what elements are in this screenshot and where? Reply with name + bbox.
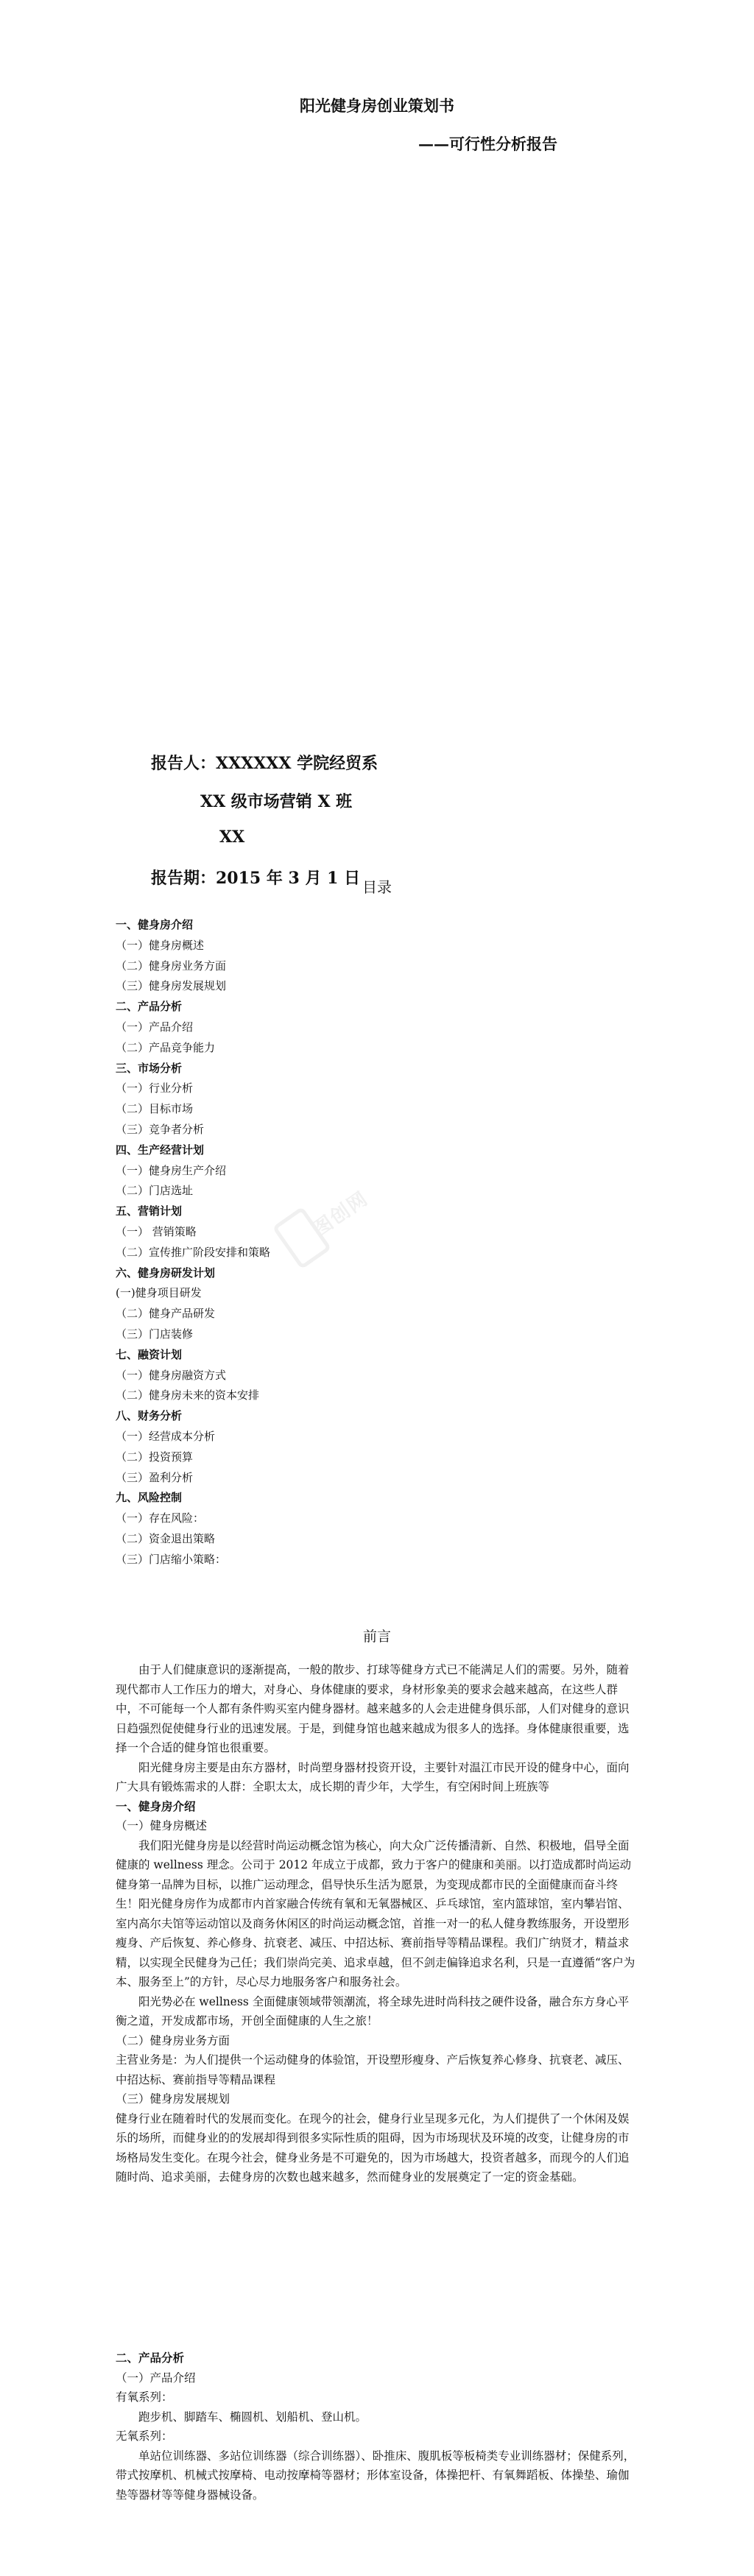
toc-item: （二）投资预算 [116,1450,194,1464]
subheading-business: （二）健身房业务方面 [116,2033,230,2047]
aerobic-label: 有氧系列： [116,2390,173,2404]
toc-item: （三）门店装修 [116,1327,194,1341]
preface-paragraph-2: 阳光健身房主要是由东方器材，时尚塑身器材投资开设，主要针对温江市民开设的健身中心，面向广大具有锻炼需求的人群：全职太太，成长期的青少年，大学生，有空闲时间上班族等 [116,1760,630,1793]
toc-section-heading: 四、生产经营计划 [116,1143,205,1157]
preface-paragraph-1: 由于人们健康意识的逐渐提高，一般的散步、打球等健身方式已不能满足人们的需要。另外，随着现代都市人工作压力的增大，对身心、身体健康的要求，身材形象美的要求会越来越高，在这些人群中，不可能每一个人都有条件购买室内健身器材。越来越多的人会走进健身俱乐部，人们对健身的意识日趋强烈促使健身行业的迅速发展。于是，到健身馆也越来越成为很多人的选择。身体健康很重要，选择一个合适的健身馆也很重要。 [116,1663,630,1754]
section-heading-intro: 一、健身房介绍 [116,1799,196,1813]
product-section [116,2349,640,2505]
toc-item: （三）门店缩小策略： [116,1552,227,1566]
toc-item: （一）健身房概述 [116,938,205,952]
toc-item: （二）健身房业务方面 [116,959,227,973]
toc-item: （一） 营销策略 [116,1224,197,1238]
wellness-paragraph: 阳光势必在 wellness 全面健康领域带领潮流，将全球先进时尚科技之硬件设备，融合东方身心平衡之道，开发成都市场，开创全面健康的人生之旅！ [116,1994,630,2028]
toc-section-heading: 六、健身房研发计划 [116,1266,216,1280]
class-line: XX 级市场营销 X 班 [200,792,353,811]
preface-title: 前言 [362,1628,391,1645]
toc-item: （二）产品竞争能力 [116,1040,216,1054]
toc-item: （三）健身房发展规划 [116,979,227,993]
toc-item: （三）盈利分析 [116,1470,194,1484]
toc-item: （一）产品介绍 [116,1020,194,1034]
toc-item: （二）资金退出策略 [116,1531,216,1545]
anaerobic-items: 单站位训练器、多站位训练器（综合训练器）、卧推床、腹肌板等板椅类专业训练器材；保健系列，带式按摩机、机械式按摩椅、电动按摩椅等器材；形体室设备，体操把杆、有氧舞蹈板、体操垫、瑜伽垫等器材等等健身器械设备。 [116,2449,635,2502]
toc-section-heading: 三、市场分析 [116,1061,183,1075]
name-line: XX [219,828,245,847]
toc-section-heading: 七、融资计划 [116,1347,183,1361]
reporter-line: 报告人：XXXXXX 学院经贸系 [151,754,378,773]
report-date-line: 报告期：2015 年 3 月 1 日 [151,869,361,888]
subheading-product-intro: （一）产品介绍 [116,2371,196,2385]
toc-item: (一)健身项目研发 [116,1286,202,1300]
toc-item: （一）经营成本分析 [116,1429,216,1443]
toc-item: （三）竞争者分析 [116,1122,205,1136]
toc-section-heading: 一、健身房介绍 [116,918,194,931]
toc-item: （一）健身房生产介绍 [116,1163,227,1177]
toc-section-heading: 九、风险控制 [116,1491,183,1505]
business-paragraph: 主营业务是：为人们提供一个运动健身的体验馆，开设塑形瘦身、产后恢复养心修身、抗衰老、减压、中招达标、赛前指导等精品课程 [116,2053,630,2086]
anaerobic-label: 无氧系列： [116,2429,173,2443]
section-heading-product: 二、产品分析 [116,2351,185,2365]
toc-section-heading: 二、产品分析 [116,1000,183,1014]
toc-section-heading: 五、营销计划 [116,1204,183,1218]
toc-title: 目录 [362,878,392,896]
watermark-text: 图创网 [309,1187,373,1241]
toc-item: （二）目标市场 [116,1102,194,1116]
subheading-plan: （三）健身房发展规划 [116,2092,230,2106]
toc-item: （二）宣传推广阶段安排和策略 [116,1245,271,1259]
document-subtitle: ——可行性分析报告 [418,135,557,153]
toc-item: （一）存在风险： [116,1511,205,1525]
toc-item: （二）健身产品研发 [116,1307,216,1321]
subheading-overview: （一）健身房概述 [116,1819,208,1832]
document-title: 阳光健身房创业策划书 [300,96,454,115]
preface-body [116,1660,640,2187]
toc-item: （一）健身房融资方式 [116,1368,227,1382]
toc-section-heading: 八、财务分析 [116,1409,183,1423]
toc-item: （一）行业分析 [116,1081,194,1095]
plan-paragraph: 健身行业在随着时代的发展而变化。在现今的社会，健身行业呈现多元化，为人们提供了一个休闲及娱乐的场所，而健身业的的发展却得到很多实际性质的阻碍，因为市场现状及环境的改变，让健身房的市场格局发生变化。在現今社会，健身业务是不可避免的，因为市场越大，投资者越多，而现今的人们追随时尚、追求美丽，去健身房的次数也越来越多，然而健身业的发展奠定了一定的资金基础。 [116,2111,630,2184]
toc-item: （二）健身房未来的资本安排 [116,1388,260,1402]
aerobic-items: 跑步机、脚踏车、椭圆机、划船机、登山机。 [138,2410,367,2424]
overview-paragraph: 我们阳光健身房是以经营时尚运动概念馆为核心，向大众广泛传播清新、自然、积极地，倡导全面健康的 wellness 理念。公司于 2012 年成立于成都，致力于客户的健康和美丽。以打造成都时尚运动健身第一品牌为目标，以推广运动理念，倡导快乐生活为愿景，为变现成都市民的全面健康而奋斗终生！阳光健身房作为成都市内首家融合传统有氧和无氧器械区、乒乓球馆，室内篮球馆，室内攀岩馆、室内高尔夫馆等运动馆以及商务休闲区的时尚运动概念馆，首推一对一的私人健身教练服务，开设塑形瘦身、产后恢复、养心修身、抗衰老、减压、中招达标、赛前指导等精品课程。我们广纳贤才，精益求精，以实现全民健身为己任；我们崇尚完美、追求卓越，但不剑走偏锋追求名利，只是一直遵循“客户为本、服务至上”的方针，尽心尽力地服务客户和服务社会。 [116,1838,635,1989]
toc-item: （二）门店选址 [116,1184,194,1198]
